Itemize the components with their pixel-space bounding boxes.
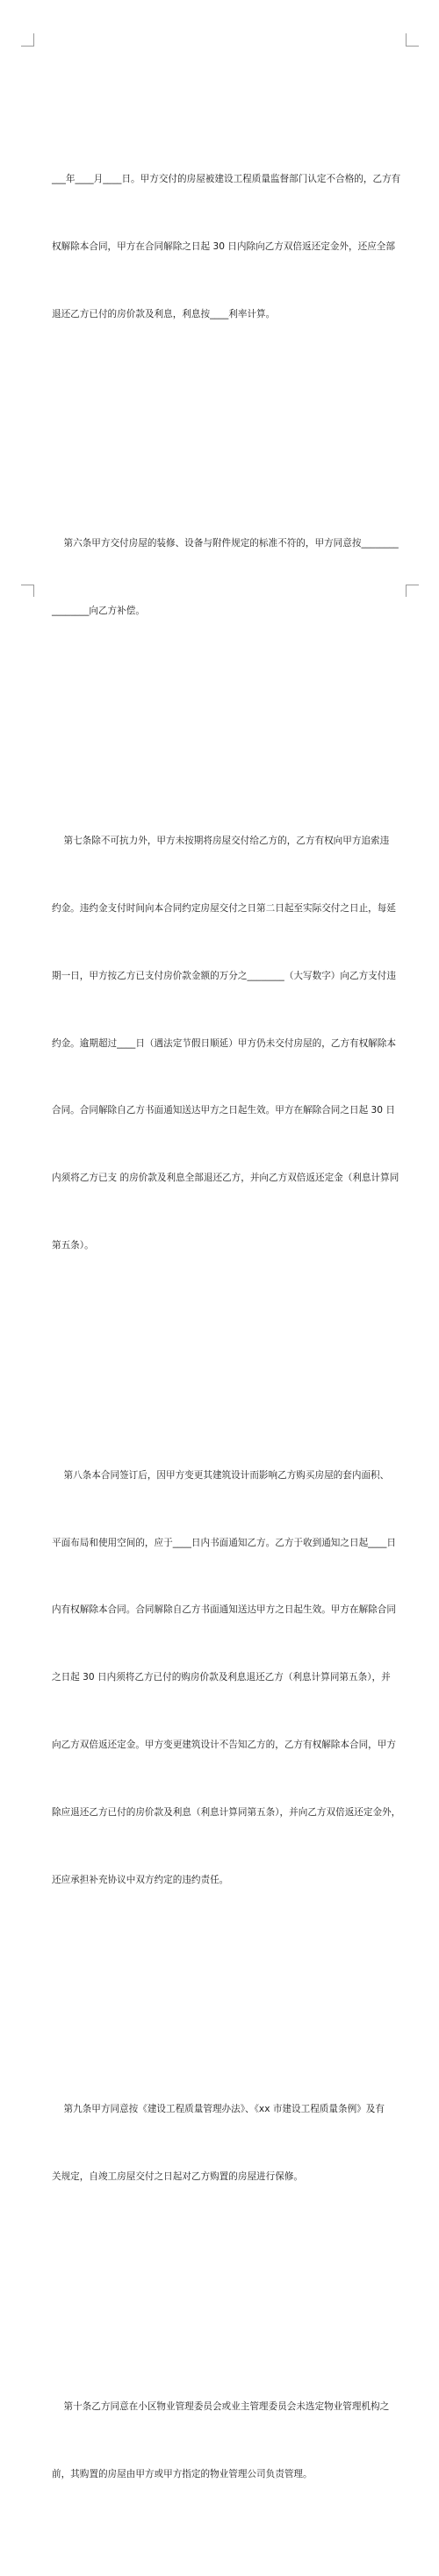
text-line: 约金。逾期超过____日（遇法定节假日顺延）甲方仍未交付房屋的，乙方有权解除本 bbox=[52, 1037, 396, 1049]
text-line: 内须将乙方已支 的房价款及利息全部退还乙方，并向乙方双倍返还定金（利息计算同 bbox=[52, 1173, 399, 1184]
crop-mark-top-left-h bbox=[21, 46, 34, 47]
paragraph bbox=[52, 786, 399, 1302]
text-line: 关规定，自竣工房屋交付之日起对乙方购置的房屋进行保修。 bbox=[52, 2171, 304, 2183]
text-line: 合同。合同解除自乙方书面通知送达甲方之日起生效。甲方在解除合同之日起 30 日 bbox=[52, 1105, 395, 1116]
text-line: 向乙方双倍返还定金。甲方变更建筑设计不告知乙方的，乙方有权解除本合同，甲方 bbox=[52, 1739, 396, 1750]
crop-mark-bottom-right bbox=[406, 585, 407, 597]
text-line: ________向乙方补偿。 bbox=[52, 606, 145, 617]
text-line: ___年____月____日。甲方交付的房屋被建设工程质量监督部门认定不合格的，乙方有 bbox=[52, 173, 401, 184]
paragraph bbox=[52, 488, 399, 668]
crop-mark-top-left bbox=[33, 33, 34, 46]
text-line: 平面布局和使用空间的，应于____日内书面通知乙方。乙方于收到通知之日起____日 bbox=[52, 1537, 396, 1548]
text-line: 前，其购置的房屋由甲方或甲方指定的物业管理公司负责管理。 bbox=[52, 2468, 313, 2479]
text-line: 第五条）。 bbox=[52, 1239, 94, 1251]
text-line: 期一日，甲方按乙方已支付房价款金额的万分之________（大写数字）向乙方支付违 bbox=[52, 970, 396, 981]
paragraph bbox=[52, 2351, 391, 2531]
text-line: 还应承担补充协议中双方约定的违约责任。 bbox=[52, 1874, 229, 1885]
text-line: 退还乙方已付的房价款及利息，利息按____利率计算。 bbox=[52, 308, 276, 319]
document-body bbox=[52, 56, 401, 2576]
text-line: 之日起 30 日内须将乙方已付的购房价款及利息退还乙方（利息计算同第五条），并 bbox=[52, 1672, 391, 1683]
text-line: 内有权解除本合同。合同解除自乙方书面通知送达甲方之日起生效。甲方在解除合同 bbox=[52, 1604, 396, 1616]
paragraph bbox=[52, 1420, 401, 1937]
crop-mark-top-right bbox=[406, 33, 407, 46]
paragraph bbox=[52, 124, 401, 371]
text-line: 第七条除不可抗力外，甲方未按期将房屋交付给乙方的，乙方有权向甲方追索违 bbox=[52, 836, 390, 847]
text-line: 除应退还乙方已付的房价款及利息（利息计算同第五条），并向乙方双倍返还定金外， bbox=[52, 1806, 401, 1818]
text-line: 第九条甲方同意按《建设工程质量管理办法》、《xx 市建设工程质量条例》及有 bbox=[52, 2104, 385, 2115]
text-line: 第十条乙方同意在小区物业管理委员会或业主管理委员会未选定物业管理机构之 bbox=[52, 2401, 390, 2413]
text-line: 第八条本合同签订后，因甲方变更其建筑设计而影响乙方购买房屋的套内面积、 bbox=[52, 1469, 390, 1481]
crop-mark-top-right-h bbox=[406, 46, 419, 47]
paragraph bbox=[52, 2054, 391, 2234]
crop-mark-bottom-left bbox=[33, 585, 34, 597]
text-line: 权解除本合同，甲方在合同解除之日起 30 日内除向乙方双倍返还定金外，还应全部 bbox=[52, 240, 395, 252]
text-line: 第六条甲方交付房屋的装修、设备与附件规定的标准不符的，甲方同意按________ bbox=[52, 538, 399, 549]
text-line: 约金。违约金支付时间向本合同约定房屋交付之日第二日起至实际交付之日止，每延 bbox=[52, 902, 396, 914]
